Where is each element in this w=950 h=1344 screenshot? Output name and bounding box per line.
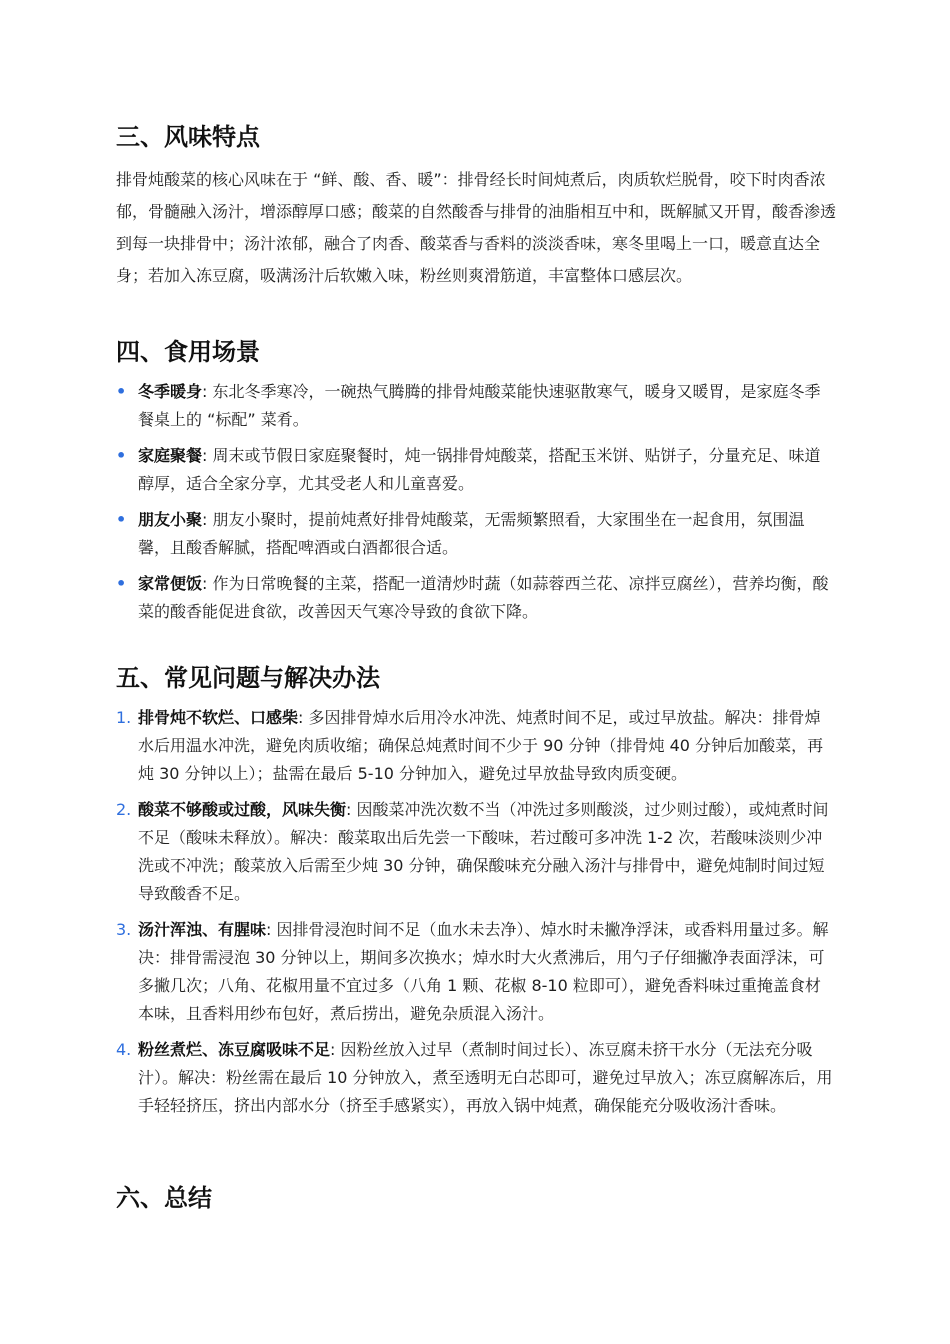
list-item [116,916,836,1028]
faq-list [116,704,836,1128]
bullet-icon: • [116,446,127,465]
item-number: 4. [116,1040,132,1059]
item-text: : 因酸菜冲洗次数不当（冲洗过多则酸淡，过少则过酸），或炖煮时间不足（酸味未释放）。解决：酸菜取出后先尝一下酸味，若过酸可多冲洗 1-2 次，若酸味淡则少冲洗或不冲洗；酸菜放入后需至少炖 30 分钟，确保酸味充分融入汤汁与排骨中，避免炖制时间过短导致酸香不足。 [138,800,829,903]
item-text: : 东北冬季寒冷，一碗热气腾腾的排骨炖酸菜能快速驱散寒气，暖身又暖胃，是家庭冬季餐桌上的 “标配” 菜肴。 [138,382,821,429]
section-heading-scenes: 四、食用场景 [116,338,260,366]
item-text: : 朋友小聚时，提前炖煮好排骨炖酸菜，无需频繁照看，大家围坐在一起食用，氛围温馨，且酸香解腻，搭配啤酒或白酒都很合适。 [138,510,805,557]
item-term: 家常便饭 [138,574,203,593]
scenes-list [116,378,836,634]
item-text: : 作为日常晚餐的主菜，搭配一道清炒时蔬（如蒜蓉西兰花、凉拌豆腐丝），营养均衡，酸菜的酸香能促进食欲，改善因天气寒冷导致的食欲下降。 [138,574,829,621]
item-text: : 多因排骨焯水后用冷水冲洗、炖煮时间不足，或过早放盐。解决：排骨焯水后用温水冲洗，避免肉质收缩；确保总炖煮时间不少于 90 分钟（排骨炖 40 分钟后加酸菜，再炖 30 分钟以上）；盐需在最后 5-10 分钟加入，避免过早放盐导致肉质变硬。 [138,708,824,783]
section-heading-summary: 六、总结 [116,1184,212,1212]
bullet-icon: • [116,510,127,529]
item-term: 汤汁浑浊、有腥味 [138,920,267,939]
item-number: 1. [116,708,132,727]
list-item [116,442,836,498]
item-text: : 因粉丝放入过早（煮制时间过长）、冻豆腐未挤干水分（无法充分吸汁）。解决：粉丝需在最后 10 分钟放入，煮至透明无白芯即可，避免过早放入；冻豆腐解冻后，用手轻轻挤压，挤出内部水分（挤至手感紧实），再放入锅中炖煮，确保能充分吸收汤汁香味。 [138,1040,833,1115]
list-item [116,704,836,788]
item-term: 家庭聚餐 [138,446,203,465]
bullet-icon: • [116,382,127,401]
item-number: 3. [116,920,132,939]
item-term: 朋友小聚 [138,510,203,529]
item-term: 排骨炖不软烂、口感柴 [138,708,299,727]
bullet-icon: • [116,574,127,593]
item-term: 冬季暖身 [138,382,203,401]
section-heading-flavor: 三、风味特点 [116,123,260,151]
item-term: 酸菜不够酸或过酸，风味失衡 [138,800,347,819]
item-text: : 周末或节假日家庭聚餐时，炖一锅排骨炖酸菜，搭配玉米饼、贴饼子，分量充足、味道醇厚，适合全家分享，尤其受老人和儿童喜爱。 [138,446,821,493]
list-item [116,1036,836,1120]
list-item [116,506,836,562]
flavor-paragraph: 排骨炖酸菜的核心风味在于 “鲜、酸、香、暖”：排骨经长时间炖煮后，肉质软烂脱骨，咬下时肉香浓郁，骨髓融入汤汁，增添醇厚口感；酸菜的自然酸香与排骨的油脂相互中和，既解腻又开胃，酸香渗透到每一块排骨中；汤汁浓郁，融合了肉香、酸菜香与香料的淡淡香味，寒冬里喝上一口，暖意直达全身；若加入冻豆腐，吸满汤汁后软嫩入味，粉丝则爽滑筋道，丰富整体口感层次。 [116,170,837,285]
item-text: : 因排骨浸泡时间不足（血水未去净）、焯水时未撇净浮沫，或香料用量过多。解决：排骨需浸泡 30 分钟以上，期间多次换水；焯水时大火煮沸后，用勺子仔细撇净表面浮沫，可多撇几次；八角、花椒用量不宜过多（八角 1 颗、花椒 8-10 粒即可），避免香料味过重掩盖食材本味，且香料用纱布包好，煮后捞出，避免杂质混入汤汁。 [138,920,829,1023]
list-item [116,570,836,626]
item-term: 粉丝煮烂、冻豆腐吸味不足 [138,1040,331,1059]
list-item [116,796,836,908]
list-item [116,378,836,434]
item-number: 2. [116,800,132,819]
section-heading-faq: 五、常见问题与解决办法 [116,664,380,692]
